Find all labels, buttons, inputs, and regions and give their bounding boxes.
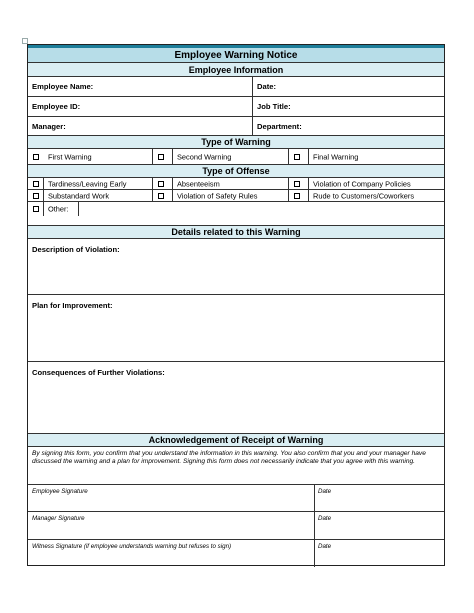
employee-row-3 bbox=[28, 117, 444, 135]
first-warning-checkbox[interactable] bbox=[33, 154, 39, 160]
offense-row-2 bbox=[28, 190, 444, 202]
manager-signature-row bbox=[28, 512, 444, 540]
section-type-of-offense: Type of Offense bbox=[28, 164, 444, 178]
witness-signature-label: Witness Signature (if employee understands warning but refuses to sign) bbox=[32, 543, 232, 550]
plan-label: Plan for Improvement: bbox=[32, 301, 113, 310]
other-label: Other: bbox=[48, 204, 69, 214]
absenteeism-checkbox[interactable] bbox=[158, 181, 164, 187]
other-input[interactable] bbox=[78, 202, 446, 216]
acknowledgement-text: By signing this form, you confirm that you understand the information in this warning. You also confirm that you and your manager have discussed the warning and a plan for improvement. Signing this form does not necessarily indicate that you agree with this warning. bbox=[28, 447, 444, 485]
second-warning-label: Second Warning bbox=[177, 152, 232, 161]
witness-signature-row bbox=[28, 540, 444, 567]
safety-rules-label: Violation of Safety Rules bbox=[177, 191, 258, 200]
plan-field[interactable] bbox=[28, 295, 444, 362]
employee-signature-row bbox=[28, 485, 444, 512]
offense-row-other bbox=[28, 202, 444, 216]
employee-row-2 bbox=[28, 97, 444, 117]
offense-row-1 bbox=[28, 178, 444, 190]
absenteeism-label: Absenteeism bbox=[177, 179, 220, 188]
witness-signature-date-label: Date bbox=[318, 543, 332, 550]
final-warning-label: Final Warning bbox=[313, 152, 359, 161]
consequences-field[interactable] bbox=[28, 362, 444, 431]
department-field[interactable]: Department: bbox=[252, 117, 446, 135]
section-employee-information: Employee Information bbox=[28, 63, 444, 77]
policy-violation-label: Violation of Company Policies bbox=[313, 179, 411, 188]
section-details: Details related to this Warning bbox=[28, 225, 444, 239]
description-field[interactable] bbox=[28, 239, 444, 295]
policy-violation-checkbox[interactable] bbox=[294, 181, 300, 187]
manager-signature-label: Manager Signature bbox=[32, 515, 85, 522]
other-checkbox[interactable] bbox=[33, 206, 39, 212]
manager-field[interactable]: Manager: bbox=[32, 121, 66, 131]
second-warning-checkbox[interactable] bbox=[158, 154, 164, 160]
employee-name-field[interactable]: Employee Name: bbox=[32, 82, 94, 91]
substandard-work-label: Substandard Work bbox=[48, 191, 110, 200]
section-acknowledgement: Acknowledgement of Receipt of Warning bbox=[28, 433, 444, 447]
final-warning-checkbox[interactable] bbox=[294, 154, 300, 160]
rude-label: Rude to Customers/Coworkers bbox=[313, 191, 415, 200]
employee-signature-label: Employee Signature bbox=[32, 488, 88, 495]
tardiness-label: Tardiness/Leaving Early bbox=[48, 179, 127, 188]
rude-checkbox[interactable] bbox=[294, 193, 300, 199]
manager-signature-date-label: Date bbox=[318, 515, 332, 522]
employee-row-1 bbox=[28, 77, 444, 97]
job-title-field[interactable]: Job Title: bbox=[252, 97, 446, 116]
employee-id-field[interactable]: Employee ID: bbox=[32, 102, 81, 111]
date-field[interactable]: Date: bbox=[252, 77, 446, 96]
warning-options-row bbox=[28, 149, 444, 164]
employee-signature-date-label: Date bbox=[318, 488, 332, 495]
description-label: Description of Violation: bbox=[32, 245, 120, 254]
substandard-work-checkbox[interactable] bbox=[33, 193, 39, 199]
consequences-label: Consequences of Further Violations: bbox=[32, 368, 165, 377]
section-type-of-warning: Type of Warning bbox=[28, 135, 444, 149]
form-title: Employee Warning Notice bbox=[28, 45, 444, 63]
safety-rules-checkbox[interactable] bbox=[158, 193, 164, 199]
first-warning-label: First Warning bbox=[48, 152, 92, 161]
tardiness-checkbox[interactable] bbox=[33, 181, 39, 187]
warning-form bbox=[27, 44, 445, 566]
